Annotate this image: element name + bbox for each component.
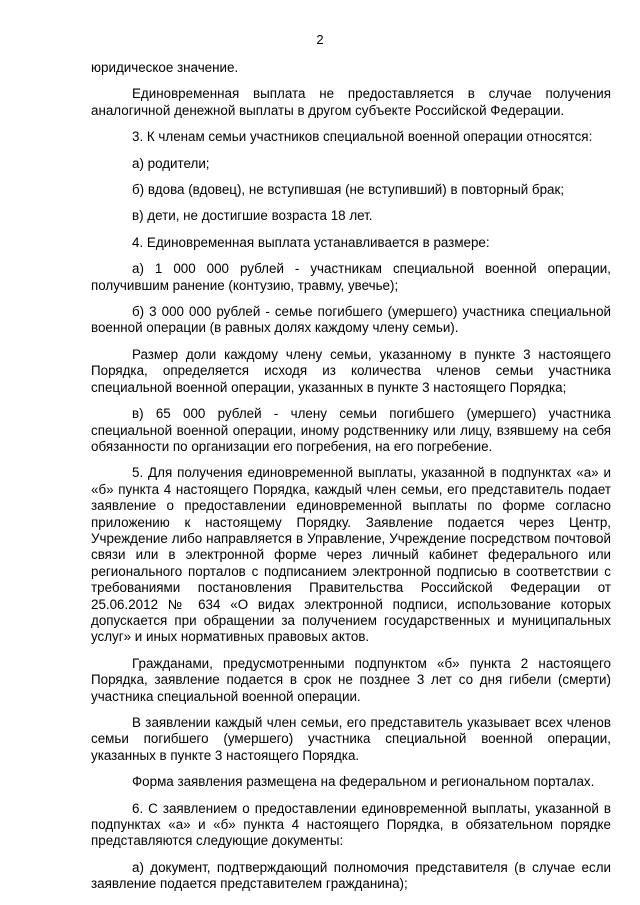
paragraph: 4. Единовременная выплата устанавливается в размере: (132, 234, 490, 250)
paragraph: а) 1 000 000 рублей - участникам специальной военной операции, получившим ранение (контузию, травму, увечье); (91, 261, 611, 293)
paragraph: Единовременная выплата не предоставляется в случае получения аналогичной денежной выплаты в другом субъекте Российской Федерации. (91, 86, 611, 118)
paragraph: Гражданами, предусмотренными подпунктом «б» пункта 2 настоящего Порядка, заявление подается в срок не позднее 3 лет со дня гибели (смерти) участника специальной военной операции. (91, 655, 611, 704)
paragraph: а) родители; (132, 155, 210, 171)
paragraph: юридическое значение. (91, 60, 239, 75)
paragraph: в) 65 000 рублей - члену семьи погибшего (умершего) участника специальной военной операции, иному родственнику или лицу, взявшему на себя обязанности по организации его погребения, на его погребение. (91, 406, 611, 454)
paragraph: Размер доли каждому члену семьи, указанному в пункте 3 настоящего Порядка, определяется исходя из количества членов семьи участника специальной военной операции, указанных в пункте 3 настоящего Порядка; (91, 346, 611, 395)
paragraph: в) дети, не достигшие возраста 18 лет. (132, 208, 373, 224)
paragraph: 3. К членам семьи участников специальной военной операции относятся: (132, 129, 593, 145)
paragraph: 6. С заявлением о предоставлении единовременной выплаты, указанной в подпунктах «а» и «б» пункта 4 настоящего Порядка, в обязательном порядке представляются следующие документы: (91, 800, 611, 849)
paragraph: 5. Для получения единовременной выплаты, указанной в подпунктах «а» и «б» пункта 4 настоящего Порядка, каждый член семьи, его представитель подает заявление о предоставлении единовременной выплаты по форме согласно приложению к настоящему Порядку. Заявление подается через Центр, Учреждение либо направляется в Управление, Учреждение посредством почтовой связи или в электронной форме через личный кабинет федерального или регионального порталов с подписанием электронной подписью в соответствии с требованиями постановления Правительства Российской Федерации от 25.06.2012 № 634 «О видах электронной подписи, использование которых допускается при обращении за получением государственных и муниципальных услуг» и иных нормативных правовых актов. (91, 465, 611, 645)
document-body (91, 60, 611, 903)
paragraph: В заявлении каждый член семьи, его представитель указывает всех членов семьи погибшего (умершего) участника специальной военной операции, указанных в пункте 3 настоящего Порядка. (91, 715, 611, 763)
paragraph: Форма заявления размещена на федеральном и региональном порталах. (132, 774, 595, 790)
paragraph: б) вдова (вдовец), не вступившая (не вступивший) в повторный брак; (132, 182, 565, 198)
page-number: 2 (316, 32, 324, 47)
paragraph: б) 3 000 000 рублей - семье погибшего (умершего) участника специальной военной операции (в равных долях каждому члену семьи). (91, 304, 611, 336)
paragraph: а) документ, подтверждающий полномочия представителя (в случае если заявление подается представителем гражданина); (91, 859, 611, 892)
